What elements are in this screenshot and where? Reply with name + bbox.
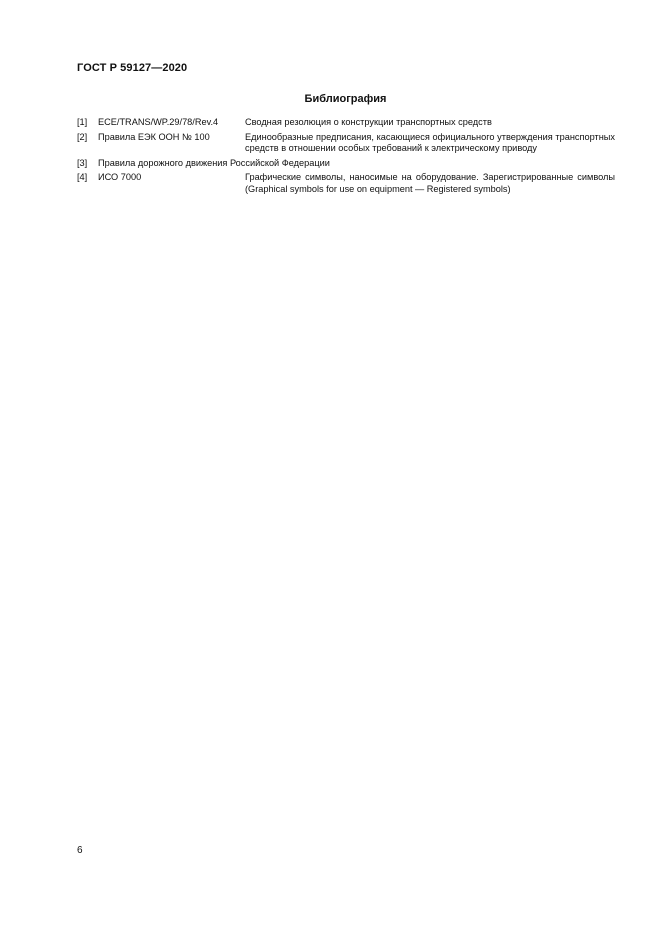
entry-number: [1]: [77, 117, 88, 127]
entry-description: Сводная резолюция о конструкции транспортных средств: [245, 117, 492, 127]
bibliography-entry: [77, 172, 615, 195]
entry-number: [2]: [77, 131, 88, 142]
bibliography-entry: [77, 132, 615, 155]
document-code: ГОСТ Р 59127—2020: [77, 62, 188, 74]
entry-description: Единообразные предписания, касающиеся официального утверждения транспортных средств в отношении особых требований к электрическому приводу: [245, 131, 615, 153]
entry-source: ECE/TRANS/WP.29/78/Rev.4: [98, 117, 219, 127]
bibliography-entry: [77, 158, 615, 170]
page-number: 6: [77, 845, 83, 856]
entry-number: [4]: [77, 172, 88, 182]
entry-source: ИСО 7000: [98, 172, 142, 182]
entry-number: [3]: [77, 157, 88, 168]
entry-description: Графические символы, наносимые на оборудование. Зарегистрированные символы (Graphical symbols for use on equipment — Registered symbols): [245, 172, 615, 194]
entry-source: Правила дорожного движения Российской Федерации: [98, 157, 330, 168]
bibliography-list: [77, 117, 615, 198]
bibliography-entry: [77, 117, 615, 129]
bibliography-title: Библиография: [304, 93, 387, 105]
entry-source: Правила ЕЭК ООН № 100: [98, 131, 210, 142]
